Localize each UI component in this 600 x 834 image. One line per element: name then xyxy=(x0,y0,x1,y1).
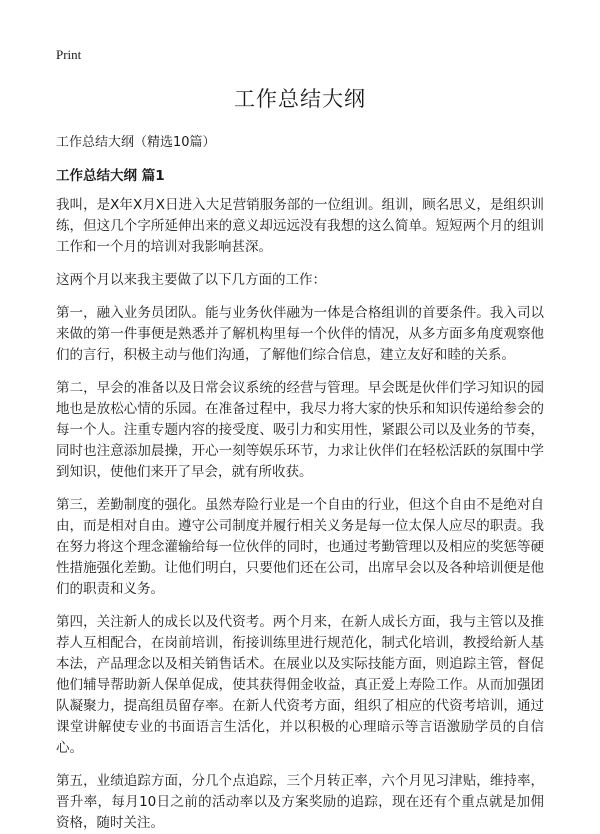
paragraph-intro: 我叫，是X年X月X日进入大足营销服务部的一位组训。组训，顾名思义，是组织训练，但这几个字所延伸出来的意义却远远没有我想的这么简单。短短两个月的组训工作和一个月的培训对我影响甚深。 xyxy=(56,197,544,255)
paragraph-point-2: 第二，早会的准备以及日常会议系统的经营与管理。早会既是伙伴们学习知识的园地也是放松心情的乐园。在准备过程中，我尽力将大家的快乐和知识传递给参会的每一个人。注重专题内容的接受度、吸引力和实用性，紧跟公司以及业务的节奏，同时也注意添加晨操，开心一刻等娱乐环节，力求让伙伴们在轻松活跃的氛围中学到知识，使他们来开了早会，就有所收获。 xyxy=(56,380,544,480)
document-subtitle: 工作总结大纲（精选10篇） xyxy=(56,135,216,150)
document-title: 工作总结大纲 xyxy=(234,87,366,111)
paragraph-point-5: 第五，业绩追踪方面，分几个点追踪，三个月转正率，六个月见习津贴，维持率，晋升率，每月10日之前的活动率以及方案奖励的追踪，现在还有个重点就是加佣资格，随时关注。 xyxy=(56,773,544,831)
paragraph-overview: 这两个月以来我主要做了以下几方面的工作： xyxy=(56,272,326,288)
paragraph-point-3: 第三，差勤制度的强化。虽然寿险行业是一个自由的行业，但这个自由不是绝对自由，而是相对自由。遵守公司制度并履行相关义务是每一位太保人应尽的职责。我在努力将这个理念灌输给每一位伙伴的同时，也通过考勤管理以及相应的奖惩等硬性措施强化差勤。让他们明白，只要他们还在公司，出席早会以及各种培训便是他们的职责和义务。 xyxy=(56,497,544,597)
paragraph-point-1: 第一，融入业务员团队。能与业务伙伴融为一体是合格组训的首要条件。我入司以来做的第一件事便是熟悉并了解机构里每一个伙伴的情况，从多方面多角度观察他们的言行，积极主动与他们沟通，了解他们综合信息，建立友好和睦的关系。 xyxy=(56,305,544,363)
paragraph-point-4: 第四，关注新人的成长以及代资考。两个月来，在新人成长方面，我与主管以及推荐人互相配合，在岗前培训，衔接训练里进行规范化，制式化培训，教授给新人基本法，产品理念以及相关销售话术。在展业以及实际技能方面，则追踪主管，督促他们辅导帮助新人保单促成，使其获得佣金收益，真正爱上寿险工作。从而加强团队凝聚力，提高组员留存率。在新人代资考方面，组织了相应的代资考培训，通过课堂讲解使专业的书面语言生活化，并以积极的心理暗示等言语激励学员的自信心。 xyxy=(56,614,544,756)
print-link[interactable]: Print xyxy=(56,47,82,62)
section-heading: 工作总结大纲 篇1 xyxy=(56,168,165,184)
